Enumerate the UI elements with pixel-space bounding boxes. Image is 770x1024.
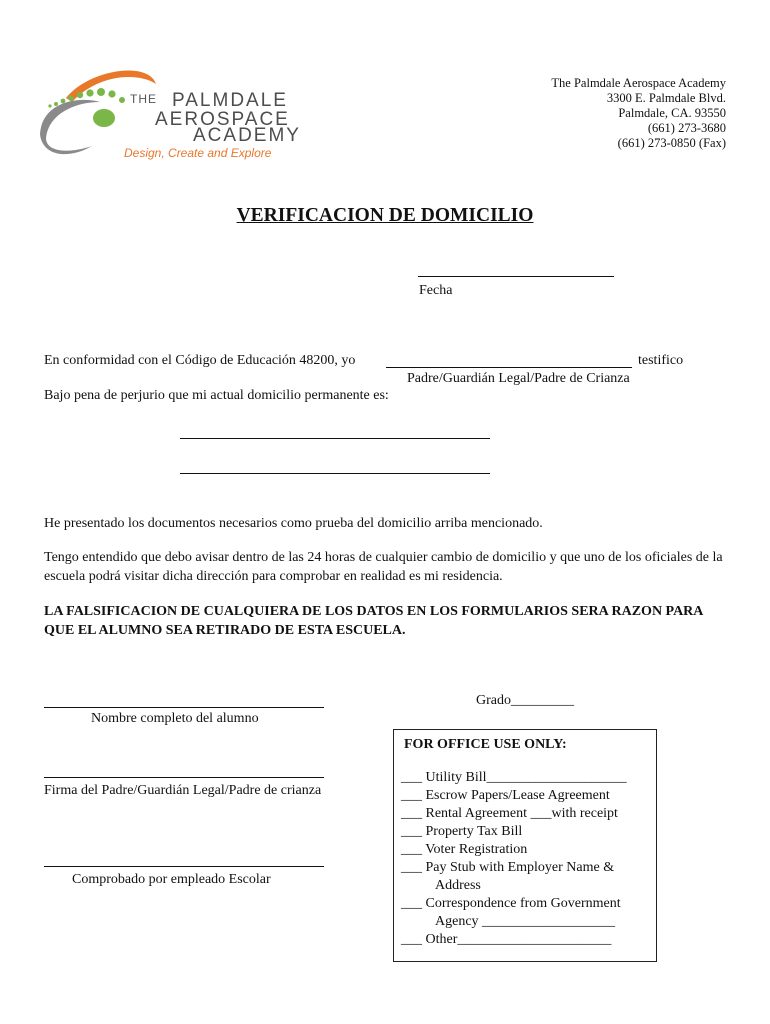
student-name-line[interactable] [44, 707, 324, 708]
office-item-correspondence[interactable]: ___ Correspondence from Government [401, 896, 621, 911]
date-line[interactable] [418, 276, 614, 277]
address-block [551, 76, 726, 151]
address-fax: (661) 273-0850 (Fax) [617, 136, 726, 150]
logo-dot [54, 102, 58, 106]
logo-dot [77, 92, 83, 98]
office-use-title: FOR OFFICE USE ONLY: [404, 737, 567, 752]
student-name-caption: Nombre completo del alumno [91, 711, 259, 726]
logo-word-aerospace: AEROSPACE [155, 109, 290, 130]
logo-dot [86, 89, 93, 96]
parent-signature-line[interactable] [44, 777, 324, 778]
logo-green-orb [93, 109, 115, 127]
statement-start: En conformidad con el Código de Educación 48200, yo [44, 353, 356, 368]
logo-dot [97, 88, 105, 96]
address-line-1[interactable] [180, 438, 490, 439]
logo-dot [108, 90, 115, 97]
office-item-utility-bill[interactable]: ___ Utility Bill____________________ [401, 770, 627, 785]
address-line: 3300 E. Palmdale Blvd. [606, 91, 726, 105]
guardian-name-line[interactable] [386, 367, 632, 368]
date-label: Fecha [419, 283, 453, 298]
office-item-pay-stub-cont: Address [435, 878, 481, 893]
parent-signature-caption: Firma del Padre/Guardián Legal/Padre de crianza [44, 783, 322, 798]
paragraph-notice: Tengo entendido que debo avisar dentro de las 24 horas de cualquier cambio de domicilio y que uno de los oficiales de la escuela podrá visitar dicha dirección para comprobar en realidad es mi residencia. [44, 550, 723, 584]
office-checklist [401, 769, 627, 949]
logo-word-academy: ACADEMY [193, 125, 301, 146]
employee-verification-caption: Comprobado por empleado Escolar [72, 872, 271, 887]
office-item-escrow[interactable]: ___ Escrow Papers/Lease Agreement [401, 788, 610, 803]
office-item-other[interactable]: ___ Other______________________ [401, 932, 612, 947]
logo-dot [119, 97, 125, 103]
statement-line2: Bajo pena de perjurio que mi actual domicilio permanente es: [44, 388, 389, 403]
falsification-warning: LA FALSIFICACION DE CUALQUIERA DE LOS DATOS EN LOS FORMULARIOS SERA RAZON PARA QUE EL ALUMNO SEA RETIRADO DE ESTA ESCUELA. [44, 604, 703, 638]
employee-verification-line[interactable] [44, 866, 324, 867]
office-item-pay-stub[interactable]: ___ Pay Stub with Employer Name & [401, 860, 615, 875]
logo-word-palmdale: PALMDALE [172, 90, 288, 111]
office-item-correspondence-cont: Agency ___________________ [435, 914, 616, 929]
office-item-rental[interactable]: ___ Rental Agreement ___with receipt [401, 806, 618, 821]
logo-the: THE [130, 92, 157, 106]
statement-end: testifico [638, 353, 684, 368]
office-item-property-tax[interactable]: ___ Property Tax Bill [401, 824, 523, 839]
guardian-caption: Padre/Guardián Legal/Padre de Crianza [407, 371, 630, 386]
grade-field[interactable]: Grado_________ [476, 693, 574, 708]
office-item-voter-registration[interactable]: ___ Voter Registration [401, 842, 528, 857]
logo-gray-swoosh [40, 100, 100, 154]
document-title: VERIFICACION DE DOMICILIO [236, 205, 534, 226]
address-line: The Palmdale Aerospace Academy [551, 76, 726, 90]
logo-dot [68, 95, 74, 101]
logo-dot [48, 104, 51, 107]
address-phone: (661) 273-3680 [647, 121, 726, 135]
logo-tagline: Design, Create and Explore [124, 146, 272, 160]
address-line-2[interactable] [180, 473, 490, 474]
address-line: Palmdale, CA. 93550 [618, 106, 726, 120]
paragraph-documents: He presentado los documentos necesarios como prueba del domicilio arriba mencionado. [44, 516, 543, 531]
logo-dot [61, 99, 66, 104]
